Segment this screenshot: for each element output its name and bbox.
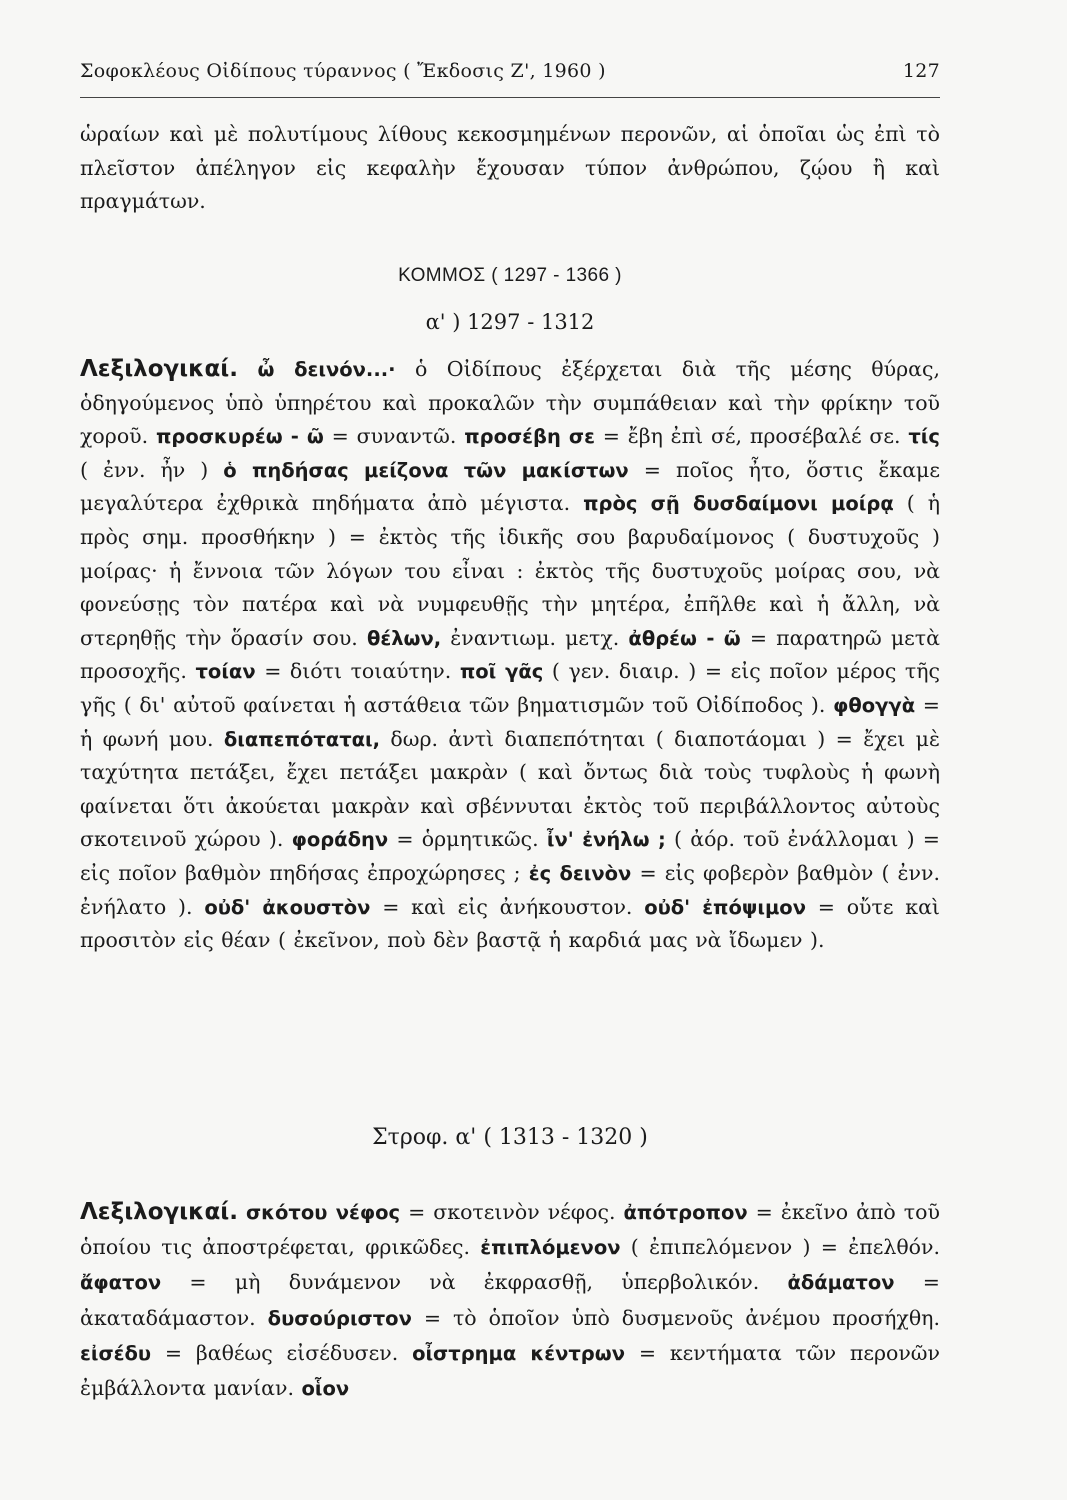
definition: = ἔβη ἐπὶ σέ, προσέβαλέ σε.: [602, 424, 901, 449]
term: προσέβη σε: [464, 425, 595, 449]
running-header: [80, 60, 940, 82]
term: οἷον: [301, 1377, 350, 1401]
definition: = εἰς φοβερὸν βαθμὸν ( ἐνν. ἐνήλατο ).: [80, 860, 940, 919]
term: ἄφατον: [80, 1271, 162, 1295]
definition: ( ἐπιπελόμενον ) = ἐπελθόν.: [630, 1235, 940, 1260]
definition: = ποῖος ἦτο, ὅστις ἔκαμε μεγαλύτερα ἐχθρικὰ πηδήματα ἀπὸ μέγιστα.: [80, 457, 940, 516]
term: φοράδην: [291, 828, 389, 852]
term: ἐπιπλόμενον: [480, 1236, 621, 1260]
definition: = κεντήματα τῶν περονῶν ἐμβάλλοντα μανίαν.: [80, 1340, 940, 1401]
definition: δωρ. ἀντὶ διαπεπότηται ( διαποτάομαι ) = ἔχει μὲ ταχύτητα πετάξει, ἔχει πετάξει μακρὰν ( καὶ ὄντως διὰ τοὺς τυφλοὺς ἡ φωνὴ φαίνεται ὅτι ἀκούεται μακρὰν καὶ σβέννυται ἐκτὸς τοῦ περιβάλλοντος αὐτοὺς σκοτεινοῦ χώρου ).: [80, 726, 940, 852]
term: οἶστρημα κέντρων: [412, 1341, 625, 1365]
page-number: 127: [902, 60, 940, 82]
strophe-title: Στροφ. α' ( 1313 - 1320 ): [372, 1125, 648, 1150]
definition: = ἐκεῖνο ἀπὸ τοῦ ὁποίου τις ἀποστρέφεται, φρικῶδες.: [80, 1200, 940, 1260]
intro-text: ὡραίων καὶ μὲ πολυτίμους λίθους κεκοσμημένων περονῶν, αἱ ὁποῖαι ὡς ἐπὶ τὸ πλεῖστον ἀπέληγον εἰς κεφαλὴν ἔχουσαν τύπον ἀνθρώπου, ζῴου ἢ καὶ πραγμάτων.: [80, 122, 940, 214]
header-rule: [80, 97, 940, 98]
glossary-heading: Λεξιλογικαί.: [80, 1199, 238, 1225]
term: σκότου νέφος: [246, 1201, 401, 1224]
term: ἐς δεινὸν: [528, 861, 632, 885]
term: δυσούριστον: [267, 1306, 412, 1330]
definition: = καὶ εἰς ἀνήκουστον.: [382, 894, 633, 919]
header-title: Σοφοκλέους Οἰδίπους τύραννος ( Ἔκδοσις Ζ', 1960 ): [80, 60, 606, 82]
term: ποῖ γᾶς: [459, 660, 544, 684]
term: ἶν' ἐνήλω ;: [546, 828, 666, 852]
definition: ( γεν. διαιρ. ) = εἰς ποῖον μέρος τῆς γῆς ( δι' αὐτοῦ φαίνεται ἡ αστάθεια τῶν βηματισμῶν τοῦ Οἰδίποδος ).: [80, 659, 940, 717]
subsection-title: α' ) 1297 - 1312: [425, 310, 595, 334]
glossary-paragraph-2: [80, 1195, 940, 1406]
section-title: ΚΟΜΜΟΣ ( 1297 - 1366 ): [398, 265, 622, 286]
term: οὐδ' ἀκουστὸν: [204, 895, 371, 919]
term: διαπεπόταται,: [223, 727, 381, 751]
glossary-paragraph-1: [80, 353, 940, 958]
definition: = μὴ δυνάμενον νὰ ἐκφρασθῇ, ὑπερβολικόν.: [189, 1270, 760, 1295]
term: τίς: [908, 425, 940, 449]
definition: ( ἀόρ. τοῦ ἐνάλλομαι ) = εἰς ποῖον βαθμὸν πηδήσας ἐπροχώρησες ;: [80, 827, 940, 885]
term: ἀπότροπον: [623, 1201, 748, 1224]
term: πρὸς σῇ δυσδαίμονι μοίρᾳ: [583, 492, 894, 516]
term: ἀθρέω - ῶ: [628, 626, 741, 650]
definition: = ὁρμητικῶς.: [396, 827, 539, 852]
definition: = ἡ φωνή μου.: [80, 692, 940, 751]
definition: = διότι τοιαύτην.: [264, 659, 452, 684]
definition: ( ἡ πρὸς σημ. προσθήκην ) = ἐκτὸς τῆς ἰδικῆς σου βαρυδαίμονος ( δυστυχοῦς ) μοίρας· ἡ ἔννοια τῶν λόγων του εἶναι : ἐκτὸς τῆς δυστυχοῦς μοίρας σου, νὰ φονεύσῃς τὸν πατέρα καὶ νὰ νυμφευθῇς τὴν μητέρα, ἐπῆλθε καὶ ἡ ἄλλη, νὰ στερηθῇς τὴν ὅρασίν σου.: [80, 491, 940, 650]
definition: = παρατηρῶ μετὰ προσοχῆς.: [80, 625, 940, 684]
intro-paragraph: [80, 118, 940, 219]
definition: = οὔτε καὶ προσιτὸν εἰς θέαν ( ἐκεῖνον, ποὺ δὲν βαστᾷ ἡ καρδιά μας νὰ ἴδωμεν ).: [80, 894, 940, 953]
definition: = σκοτεινὸν νέφος.: [408, 1200, 616, 1224]
term: προσκυρέω - ῶ: [155, 425, 324, 449]
term: ὁ πηδήσας μείζονα τῶν μακίστων: [223, 458, 629, 482]
definition: ὁ Οἰδίπους ἐξέρχεται διὰ τῆς μέσης θύρας, ὁδηγούμενος ὑπὸ ὑπηρέτου καὶ προκαλῶν τὴν συμπάθειαν καὶ τὴν φρίκην τοῦ χοροῦ.: [80, 357, 940, 449]
term: ἀδάματον: [787, 1271, 895, 1295]
term: οὐδ' ἐπόψιμον: [644, 895, 806, 919]
term: θέλων,: [366, 626, 442, 650]
definition: ( ἐνν. ἦν ): [80, 457, 209, 482]
definition: = τὸ ὁποῖον ὑπὸ δυσμενοῦς ἀνέμου προσήχθη.: [423, 1305, 940, 1330]
definition: = ἀκαταδάμαστον.: [80, 1270, 940, 1330]
definition: = βαθέως εἰσέδυσεν.: [164, 1340, 399, 1365]
term: φθογγὰ: [833, 693, 916, 717]
glossary-heading: Λεξιλογικαί.: [80, 356, 238, 382]
definition: = συναντῶ.: [331, 424, 457, 449]
term: τοίαν: [195, 660, 256, 684]
term: εἰσέδυ: [80, 1341, 152, 1365]
definition: ἐναντιωμ. μετχ.: [450, 625, 620, 650]
term: ὦ δεινόν...·: [257, 358, 396, 381]
